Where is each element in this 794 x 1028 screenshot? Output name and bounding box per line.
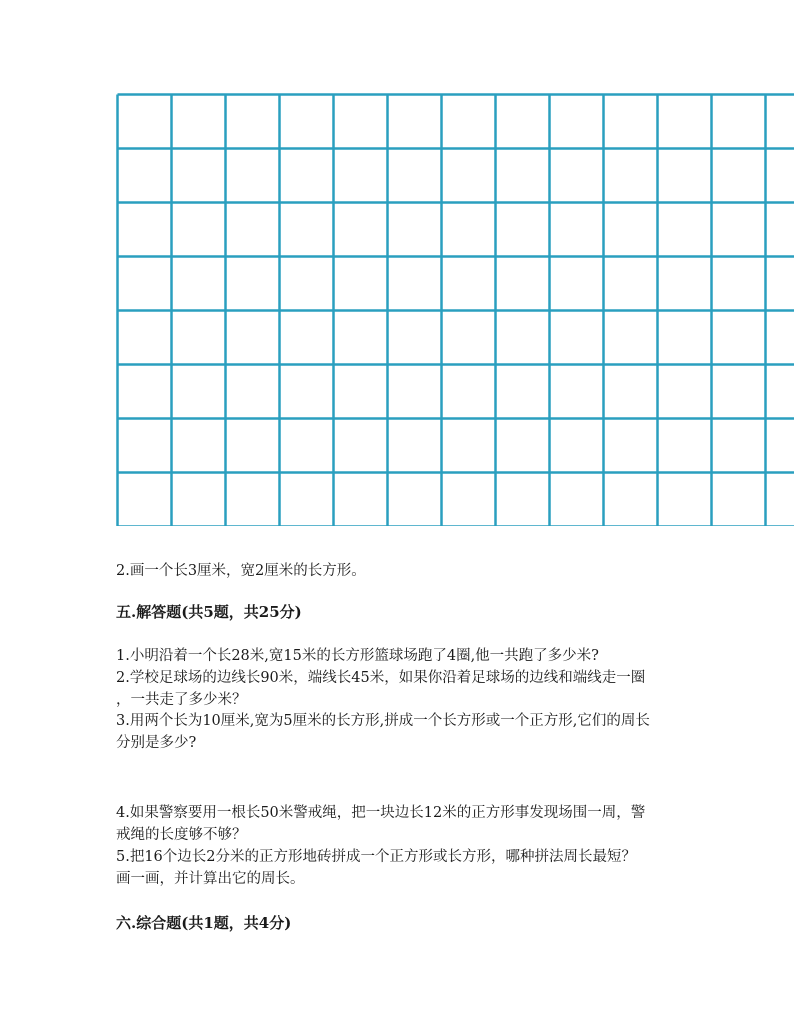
question-5-1: 1.小明沿着一个长28米,宽15米的长方形篮球场跑了4圈,他一共跑了多少米? bbox=[116, 648, 599, 664]
question-5-2-line-1: 2.学校足球场的边线长90米，端线长45米，如果你沿着足球场的边线和端线走一圈 bbox=[116, 670, 646, 686]
question-5-3-line-1: 3.用两个长为10厘米,宽为5厘米的长方形,拼成一个长方形或一个正方形,它们的周长 bbox=[116, 713, 650, 729]
question-5-3-line-2: 分别是多少? bbox=[116, 735, 197, 751]
question-draw-rectangle: 2.画一个长3厘米，宽2厘米的长方形。 bbox=[116, 563, 366, 579]
question-5-4-line-2: 戒绳的长度够不够？ bbox=[116, 827, 247, 843]
section-5-heading: 五.解答题(共5题，共25分) bbox=[116, 603, 302, 621]
question-5-2-line-2: ，一共走了多少米？ bbox=[116, 692, 247, 708]
question-5-5-line-1: 5.把16个边长2分米的正方形地砖拼成一个正方形或长方形，哪种拼法周长最短？ bbox=[116, 849, 637, 865]
question-5-5-line-2: 画一画，并计算出它的周长。 bbox=[116, 871, 305, 887]
question-5-4-line-1: 4.如果警察要用一根长50米警戒绳，把一块边长12米的正方形事发现场围一周，警 bbox=[116, 805, 646, 821]
section-6-heading: 六.综合题(共1题，共4分) bbox=[116, 914, 292, 932]
square-grid-paper bbox=[116, 93, 794, 526]
